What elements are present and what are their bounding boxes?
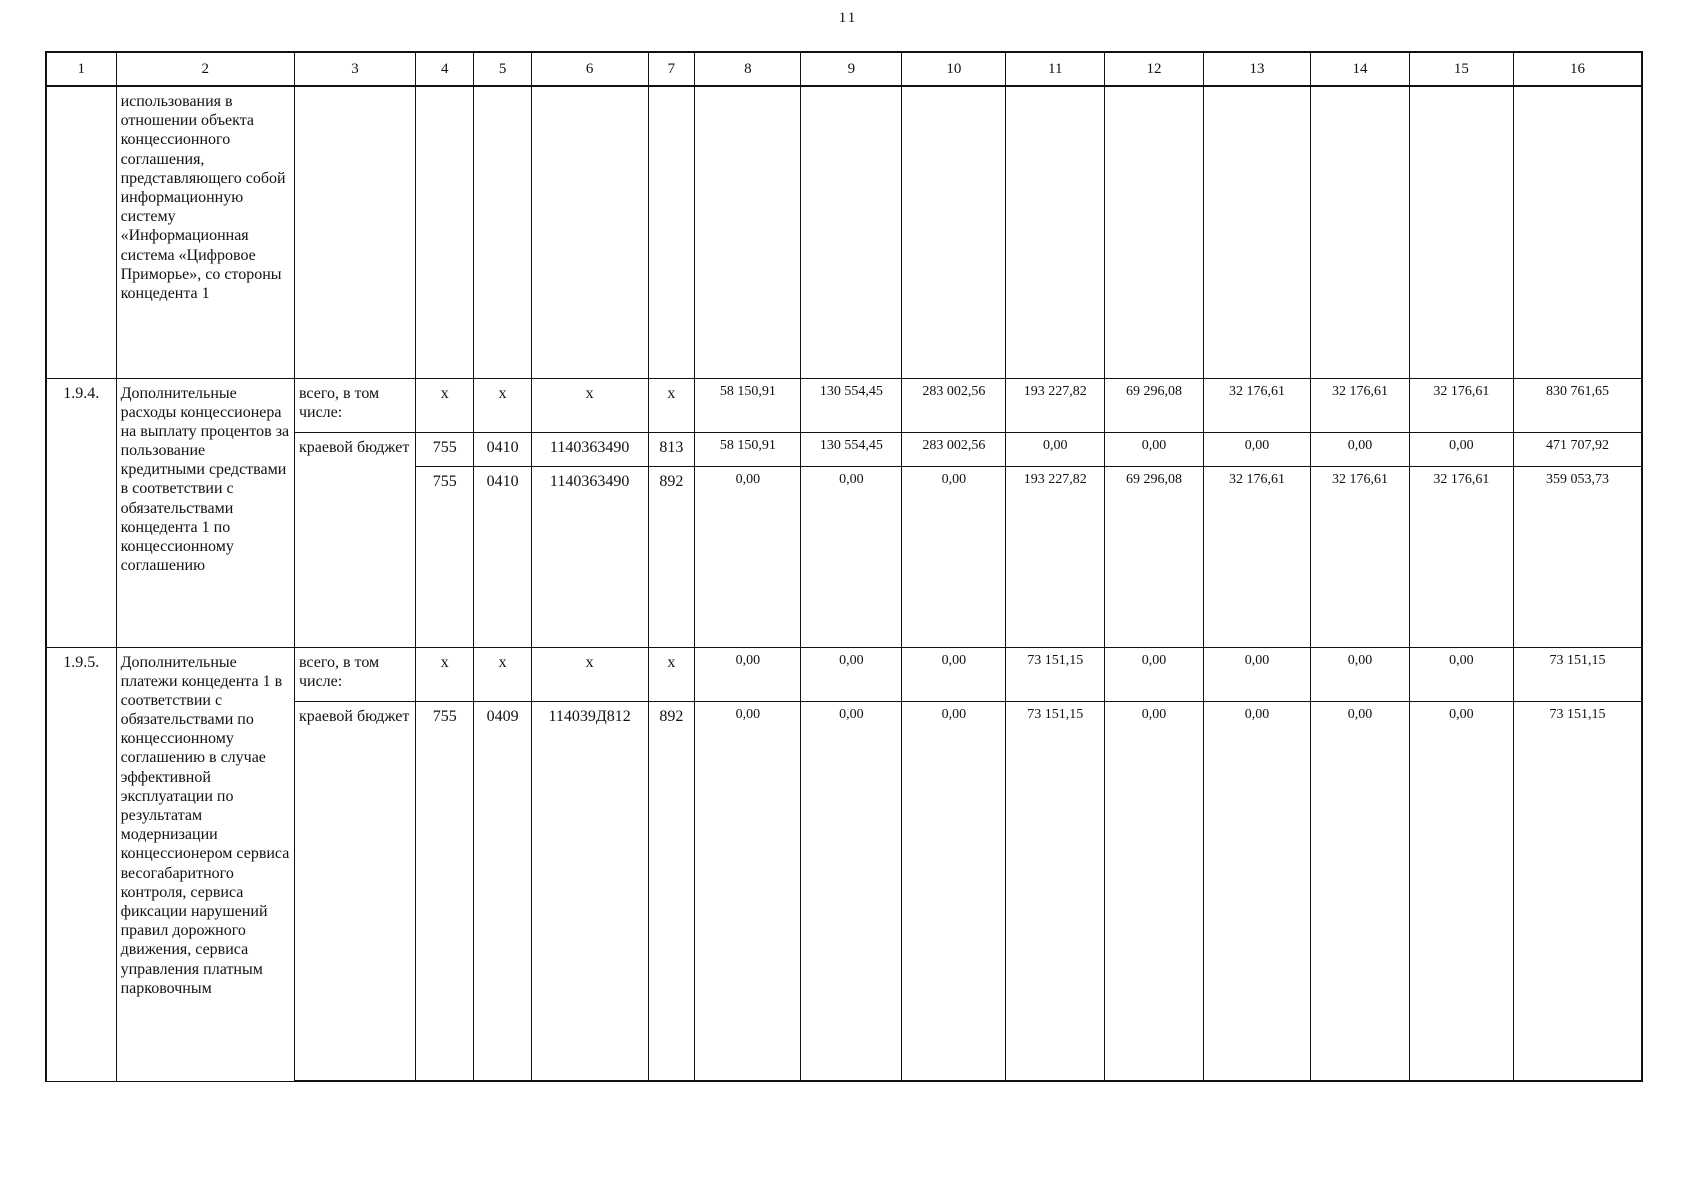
code-cell: 755	[416, 466, 474, 647]
code-cell: x	[474, 378, 531, 432]
empty-cell	[902, 86, 1006, 378]
empty-cell	[294, 86, 415, 378]
code-cell: 755	[416, 432, 474, 466]
item-index: 1.9.4.	[46, 378, 116, 647]
empty-cell	[474, 86, 531, 378]
amount-cell: 73 151,15	[1513, 701, 1642, 1081]
column-header: 15	[1409, 52, 1513, 86]
column-header: 9	[801, 52, 902, 86]
amount-cell: 0,00	[1105, 701, 1204, 1081]
empty-cell	[1513, 86, 1642, 378]
empty-cell	[648, 86, 695, 378]
empty-cell	[1203, 86, 1310, 378]
amount-cell: 73 151,15	[1006, 647, 1105, 701]
amount-cell: 0,00	[695, 701, 801, 1081]
total-label: всего, в том числе:	[294, 378, 415, 432]
column-header: 1	[46, 52, 116, 86]
code-cell: 892	[648, 466, 695, 647]
amount-cell: 32 176,61	[1311, 466, 1410, 647]
empty-cell	[801, 86, 902, 378]
empty-cell	[1105, 86, 1204, 378]
amount-cell: 0,00	[1006, 432, 1105, 466]
column-header: 10	[902, 52, 1006, 86]
empty-cell	[695, 86, 801, 378]
amount-cell: 0,00	[695, 466, 801, 647]
code-cell: 0409	[474, 701, 531, 1081]
amount-cell: 73 151,15	[1006, 701, 1105, 1081]
amount-cell: 0,00	[1203, 647, 1310, 701]
item-description: Дополнительные расходы концессионера на выплату процентов за пользование кредитными средствами в соответствии с обязательствами концедента 1 по концессионному соглашению	[116, 378, 294, 647]
amount-cell: 32 176,61	[1409, 378, 1513, 432]
amount-cell: 69 296,08	[1105, 378, 1204, 432]
code-cell: x	[531, 647, 648, 701]
code-cell: 0410	[474, 466, 531, 647]
column-header: 8	[695, 52, 801, 86]
amount-cell: 0,00	[801, 701, 902, 1081]
amount-cell: 32 176,61	[1311, 378, 1410, 432]
amount-cell: 32 176,61	[1203, 378, 1310, 432]
amount-cell: 0,00	[1409, 647, 1513, 701]
amount-cell: 0,00	[1311, 701, 1410, 1081]
amount-cell: 58 150,91	[695, 432, 801, 466]
continuation-description: использования в отношении объекта концессионного соглашения, представляющего собой информационную систему «Информационная система «Цифровое Приморье», со стороны концедента 1	[116, 86, 294, 378]
amount-cell: 0,00	[1311, 432, 1410, 466]
column-header: 6	[531, 52, 648, 86]
amount-cell: 0,00	[1409, 432, 1513, 466]
column-header: 3	[294, 52, 415, 86]
empty-cell	[46, 86, 116, 378]
column-header: 11	[1006, 52, 1105, 86]
amount-cell: 0,00	[1203, 432, 1310, 466]
code-cell: 1140363490	[531, 466, 648, 647]
amount-cell: 0,00	[801, 647, 902, 701]
code-cell: 114039Д812	[531, 701, 648, 1081]
empty-cell	[416, 86, 474, 378]
code-cell: x	[648, 647, 695, 701]
amount-cell: 69 296,08	[1105, 466, 1204, 647]
item-index: 1.9.5.	[46, 647, 116, 1081]
empty-cell	[1409, 86, 1513, 378]
code-cell: x	[416, 378, 474, 432]
amount-cell: 283 002,56	[902, 432, 1006, 466]
code-cell: x	[474, 647, 531, 701]
amount-cell: 0,00	[1105, 432, 1204, 466]
page-number: 11	[838, 10, 858, 26]
column-header: 2	[116, 52, 294, 86]
column-header: 4	[416, 52, 474, 86]
code-cell: 755	[416, 701, 474, 1081]
empty-cell	[1311, 86, 1410, 378]
column-header: 13	[1203, 52, 1310, 86]
code-cell: 892	[648, 701, 695, 1081]
budget-table	[45, 51, 1643, 1082]
column-header: 7	[648, 52, 695, 86]
empty-cell	[531, 86, 648, 378]
table-row	[46, 647, 1642, 701]
code-cell: 0410	[474, 432, 531, 466]
amount-cell: 193 227,82	[1006, 466, 1105, 647]
column-header: 12	[1105, 52, 1204, 86]
amount-cell: 0,00	[695, 647, 801, 701]
empty-cell	[1006, 86, 1105, 378]
column-header: 5	[474, 52, 531, 86]
amount-cell: 0,00	[1203, 701, 1310, 1081]
amount-cell: 359 053,73	[1513, 466, 1642, 647]
amount-cell: 0,00	[902, 466, 1006, 647]
amount-cell: 32 176,61	[1409, 466, 1513, 647]
amount-cell: 0,00	[801, 466, 902, 647]
code-cell: x	[648, 378, 695, 432]
table-row	[46, 378, 1642, 432]
total-label: всего, в том числе:	[294, 647, 415, 701]
amount-cell: 73 151,15	[1513, 647, 1642, 701]
column-number-header	[46, 52, 1642, 86]
amount-cell: 0,00	[1105, 647, 1204, 701]
continuation-row	[46, 86, 1642, 378]
amount-cell: 58 150,91	[695, 378, 801, 432]
item-description: Дополнительные платежи концедента 1 в соответствии с обязательствами по концессионному соглашению в случае эффективной эксплуатации по результатам модернизации концессионером сервиса весогабаритного контроля, сервиса фиксации нарушений правил дорожного движения, сервиса управления платным парковочным	[116, 647, 294, 1081]
source-label: краевой бюджет	[294, 432, 415, 647]
amount-cell: 0,00	[902, 647, 1006, 701]
source-label: краевой бюджет	[294, 701, 415, 1081]
code-cell: 1140363490	[531, 432, 648, 466]
amount-cell: 830 761,65	[1513, 378, 1642, 432]
amount-cell: 32 176,61	[1203, 466, 1310, 647]
amount-cell: 130 554,45	[801, 378, 902, 432]
column-header: 16	[1513, 52, 1642, 86]
code-cell: x	[416, 647, 474, 701]
code-cell: 813	[648, 432, 695, 466]
amount-cell: 283 002,56	[902, 378, 1006, 432]
amount-cell: 130 554,45	[801, 432, 902, 466]
amount-cell: 0,00	[1409, 701, 1513, 1081]
amount-cell: 193 227,82	[1006, 378, 1105, 432]
amount-cell: 0,00	[902, 701, 1006, 1081]
column-header: 14	[1311, 52, 1410, 86]
code-cell: x	[531, 378, 648, 432]
amount-cell: 0,00	[1311, 647, 1410, 701]
amount-cell: 471 707,92	[1513, 432, 1642, 466]
